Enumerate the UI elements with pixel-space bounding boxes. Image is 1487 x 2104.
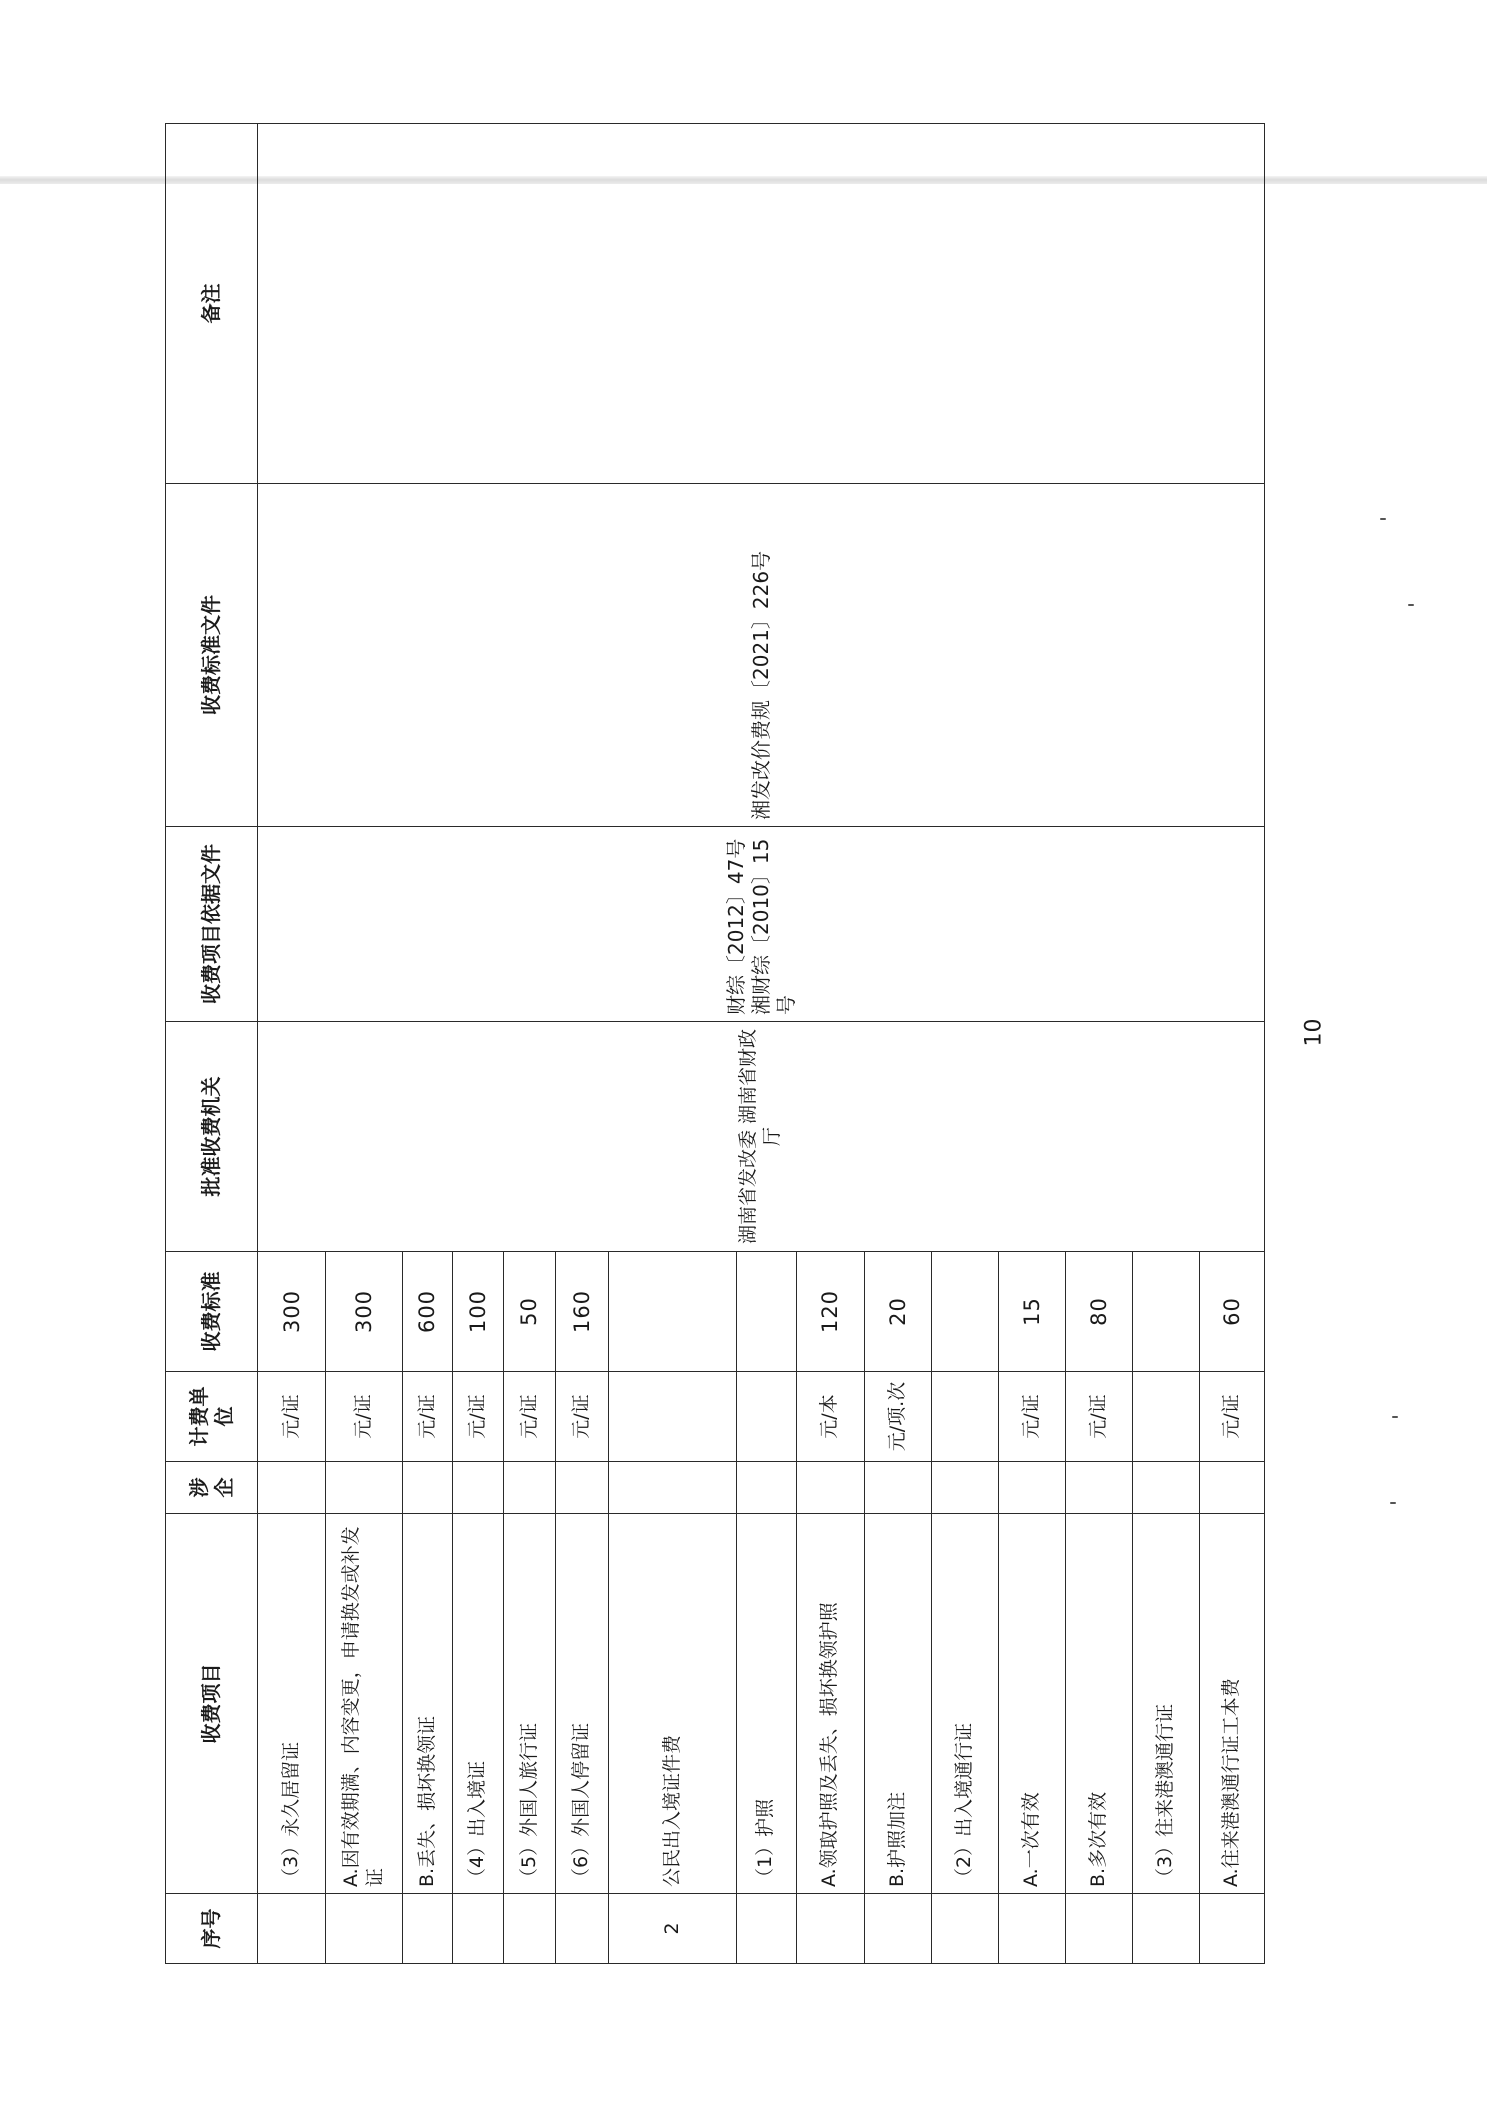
unit-cell: 元/证 — [453, 1372, 504, 1462]
header-remark: 备注 — [166, 124, 258, 484]
header-item: 收费项目 — [166, 1514, 258, 1894]
item-cell: A.往来港澳通行证工本费 — [1199, 1514, 1264, 1894]
item-cell: （2）出入境通行证 — [931, 1514, 998, 1894]
item-cell: （5）外国人旅行证 — [504, 1514, 555, 1894]
unit-cell — [609, 1372, 737, 1462]
enterprise-cell — [864, 1462, 931, 1514]
header-approver: 批准收费机关 — [166, 1022, 258, 1252]
unit-cell — [1132, 1372, 1199, 1462]
standard-cell: 600 — [402, 1252, 452, 1372]
seq-cell: 2 — [609, 1894, 737, 1964]
item-cell: （4）出入境证 — [453, 1514, 504, 1894]
seq-cell — [326, 1894, 402, 1964]
header-standard-doc: 收费标准文件 — [166, 484, 258, 827]
standard-cell: 300 — [258, 1252, 326, 1372]
enterprise-cell — [326, 1462, 402, 1514]
item-cell: A.一次有效 — [998, 1514, 1065, 1894]
unit-cell: 元/证 — [258, 1372, 326, 1462]
scan-speck — [1390, 1502, 1396, 1504]
rotated-table-wrapper — [165, 124, 1265, 1964]
unit-cell: 元/证 — [998, 1372, 1065, 1462]
seq-cell — [504, 1894, 555, 1964]
unit-cell: 元/证 — [1199, 1372, 1264, 1462]
remark-cell — [258, 124, 1265, 484]
unit-cell: 元/证 — [402, 1372, 452, 1462]
fee-table — [165, 123, 1265, 1964]
enterprise-cell — [258, 1462, 326, 1514]
table-row — [258, 124, 326, 1964]
seq-cell — [796, 1894, 864, 1964]
basis-doc-cell: 财综〔2012〕47号 湘财综〔2010〕15号 — [258, 827, 1265, 1022]
scan-speck — [1392, 1416, 1398, 1418]
standard-cell — [609, 1252, 737, 1372]
scan-speck — [1380, 518, 1386, 520]
item-cell: A.因有效期满、内容变更，申请换发或补发证 — [326, 1514, 402, 1894]
enterprise-cell — [609, 1462, 737, 1514]
enterprise-cell — [504, 1462, 555, 1514]
seq-cell — [258, 1894, 326, 1964]
unit-cell: 元/本 — [796, 1372, 864, 1462]
enterprise-cell — [931, 1462, 998, 1514]
unit-cell: 元/证 — [504, 1372, 555, 1462]
seq-cell — [864, 1894, 931, 1964]
item-cell: （3）永久居留证 — [258, 1514, 326, 1894]
seq-cell — [931, 1894, 998, 1964]
enterprise-cell — [998, 1462, 1065, 1514]
seq-cell — [1065, 1894, 1132, 1964]
header-enterprise: 涉企 — [166, 1462, 258, 1514]
seq-cell — [736, 1894, 796, 1964]
header-standard: 收费标准 — [166, 1252, 258, 1372]
standard-cell: 300 — [326, 1252, 402, 1372]
enterprise-cell — [402, 1462, 452, 1514]
header-seq: 序号 — [166, 1894, 258, 1964]
unit-cell — [736, 1372, 796, 1462]
enterprise-cell — [796, 1462, 864, 1514]
seq-cell — [453, 1894, 504, 1964]
item-cell: B.丢失、损坏换领证 — [402, 1514, 452, 1894]
standard-cell — [1132, 1252, 1199, 1372]
enterprise-cell — [736, 1462, 796, 1514]
enterprise-cell — [1132, 1462, 1199, 1514]
standard-cell — [736, 1252, 796, 1372]
standard-cell: 80 — [1065, 1252, 1132, 1372]
seq-cell — [998, 1894, 1065, 1964]
seq-cell — [402, 1894, 452, 1964]
seq-cell — [1199, 1894, 1264, 1964]
scan-speck — [1408, 604, 1414, 606]
unit-cell: 元/证 — [1065, 1372, 1132, 1462]
header-row — [166, 124, 258, 1964]
item-cell: B.多次有效 — [1065, 1514, 1132, 1894]
approver-cell: 湖南省发改委 湖南省财政厅 — [258, 1022, 1265, 1252]
item-cell: 公民出入境证件费 — [609, 1514, 737, 1894]
standard-cell: 60 — [1199, 1252, 1264, 1372]
header-basis: 收费项目依据文件 — [166, 827, 258, 1022]
unit-cell: 元/项.次 — [864, 1372, 931, 1462]
item-cell: （6）外国人停留证 — [555, 1514, 608, 1894]
standard-cell: 20 — [864, 1252, 931, 1372]
standard-cell: 15 — [998, 1252, 1065, 1372]
seq-cell — [555, 1894, 608, 1964]
enterprise-cell — [453, 1462, 504, 1514]
seq-cell — [1132, 1894, 1199, 1964]
standard-cell: 50 — [504, 1252, 555, 1372]
standard-doc-cell: 湘发改价费规〔2021〕226号 — [258, 484, 1265, 827]
standard-cell: 160 — [555, 1252, 608, 1372]
standard-cell: 120 — [796, 1252, 864, 1372]
header-unit: 计费单位 — [166, 1372, 258, 1462]
item-cell: （1）护照 — [736, 1514, 796, 1894]
item-cell: （3）往来港澳通行证 — [1132, 1514, 1199, 1894]
enterprise-cell — [1199, 1462, 1264, 1514]
standard-cell: 100 — [453, 1252, 504, 1372]
enterprise-cell — [1065, 1462, 1132, 1514]
standard-cell — [931, 1252, 998, 1372]
unit-cell: 元/证 — [555, 1372, 608, 1462]
page-number: 10 — [1301, 1018, 1327, 1047]
unit-cell — [931, 1372, 998, 1462]
item-cell: A.领取护照及丢失、损坏换领护照 — [796, 1514, 864, 1894]
enterprise-cell — [555, 1462, 608, 1514]
item-cell: B.护照加注 — [864, 1514, 931, 1894]
unit-cell: 元/证 — [326, 1372, 402, 1462]
